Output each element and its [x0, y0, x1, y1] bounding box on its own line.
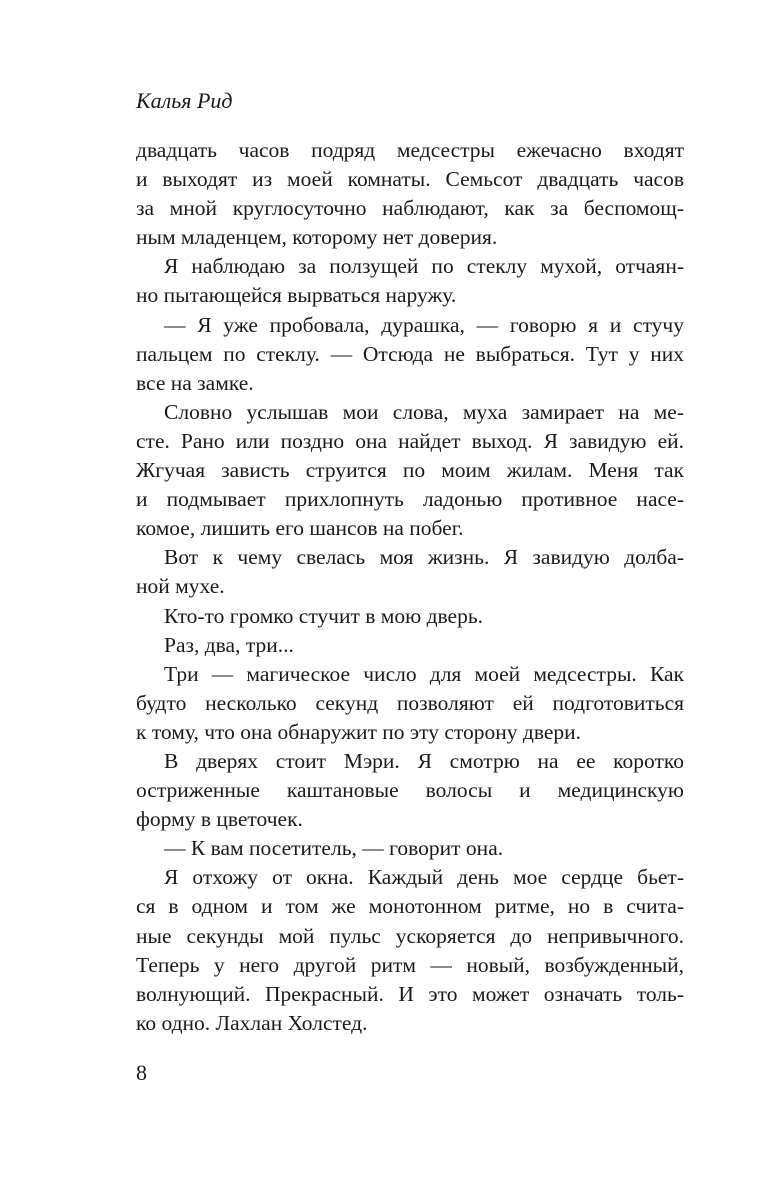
text-line: В дверях стоит Мэри. Я смотрю на ее коротко [164, 748, 684, 773]
text-line: Три — магическое число для моей медсестры. Как [164, 661, 684, 686]
text-line: ным младенцем, которому нет доверия. [136, 225, 498, 250]
text-line: ко одно. Лахлан Холстед. [136, 1010, 368, 1035]
text-line: — К вам посетитель, — говорит она. [164, 836, 504, 861]
text-line: ные секунды мой пульс ускоряется до непривычного. [136, 923, 684, 948]
text-line: за мной круглосуточно наблюдают, как за беспомощ- [136, 196, 684, 221]
text-line: ной мухе. [136, 574, 225, 599]
text-line: Вот к чему свелась моя жизнь. Я завидую долба- [164, 545, 684, 570]
text-line: но пытающейся вырваться наружу. [136, 283, 457, 308]
text-line: все на замке. [136, 370, 254, 395]
page-number: 8 [136, 1060, 147, 1085]
text-line: Кто-то громко стучит в мою дверь. [164, 603, 484, 628]
body-text [136, 136, 684, 1038]
text-line: будто несколько секунд позволяют ей подготовиться [136, 690, 684, 715]
text-line: сте. Рано или поздно она найдет выход. Я завидую ей. [136, 428, 684, 453]
text-line: Я наблюдаю за ползущей по стеклу мухой, отчаян- [164, 254, 684, 279]
text-line: остриженные каштановые волосы и медицинскую [136, 778, 684, 803]
text-line: форму в цветочек. [136, 807, 303, 832]
text-line: Словно услышав мои слова, муха замирает на ме- [164, 399, 684, 424]
text-line: двадцать часов подряд медсестры ежечасно входят [136, 138, 684, 162]
text-line: волнующий. Прекрасный. И это может означать толь- [136, 981, 684, 1006]
text-line: к тому, что она обнаружит по эту сторону двери. [136, 719, 582, 744]
text-line: Раз, два, три... [164, 632, 294, 657]
text-line: ся в одном и том же монотонном ритме, но в счита- [136, 894, 684, 919]
text-line: Я отхожу от окна. Каждый день мое сердце бьет- [164, 865, 684, 890]
text-line: и выходят из моей комнаты. Семьсот двадцать часов [136, 167, 684, 192]
running-header-author: Калья Рид [136, 88, 233, 113]
text-line: — Я уже пробовала, дурашка, — говорю я и стучу [164, 312, 684, 337]
text-line: комое, лишить его шансов на побег. [136, 516, 464, 541]
text-line: и подмывает прихлопнуть ладонью противное насе- [136, 487, 684, 512]
text-line: Теперь у него другой ритм — новый, возбужденный, [136, 952, 684, 977]
text-line: пальцем по стеклу. — Отсюда не выбраться. Тут у них [136, 341, 684, 366]
text-line: Жгучая зависть струится по моим жилам. Меня так [136, 458, 684, 483]
